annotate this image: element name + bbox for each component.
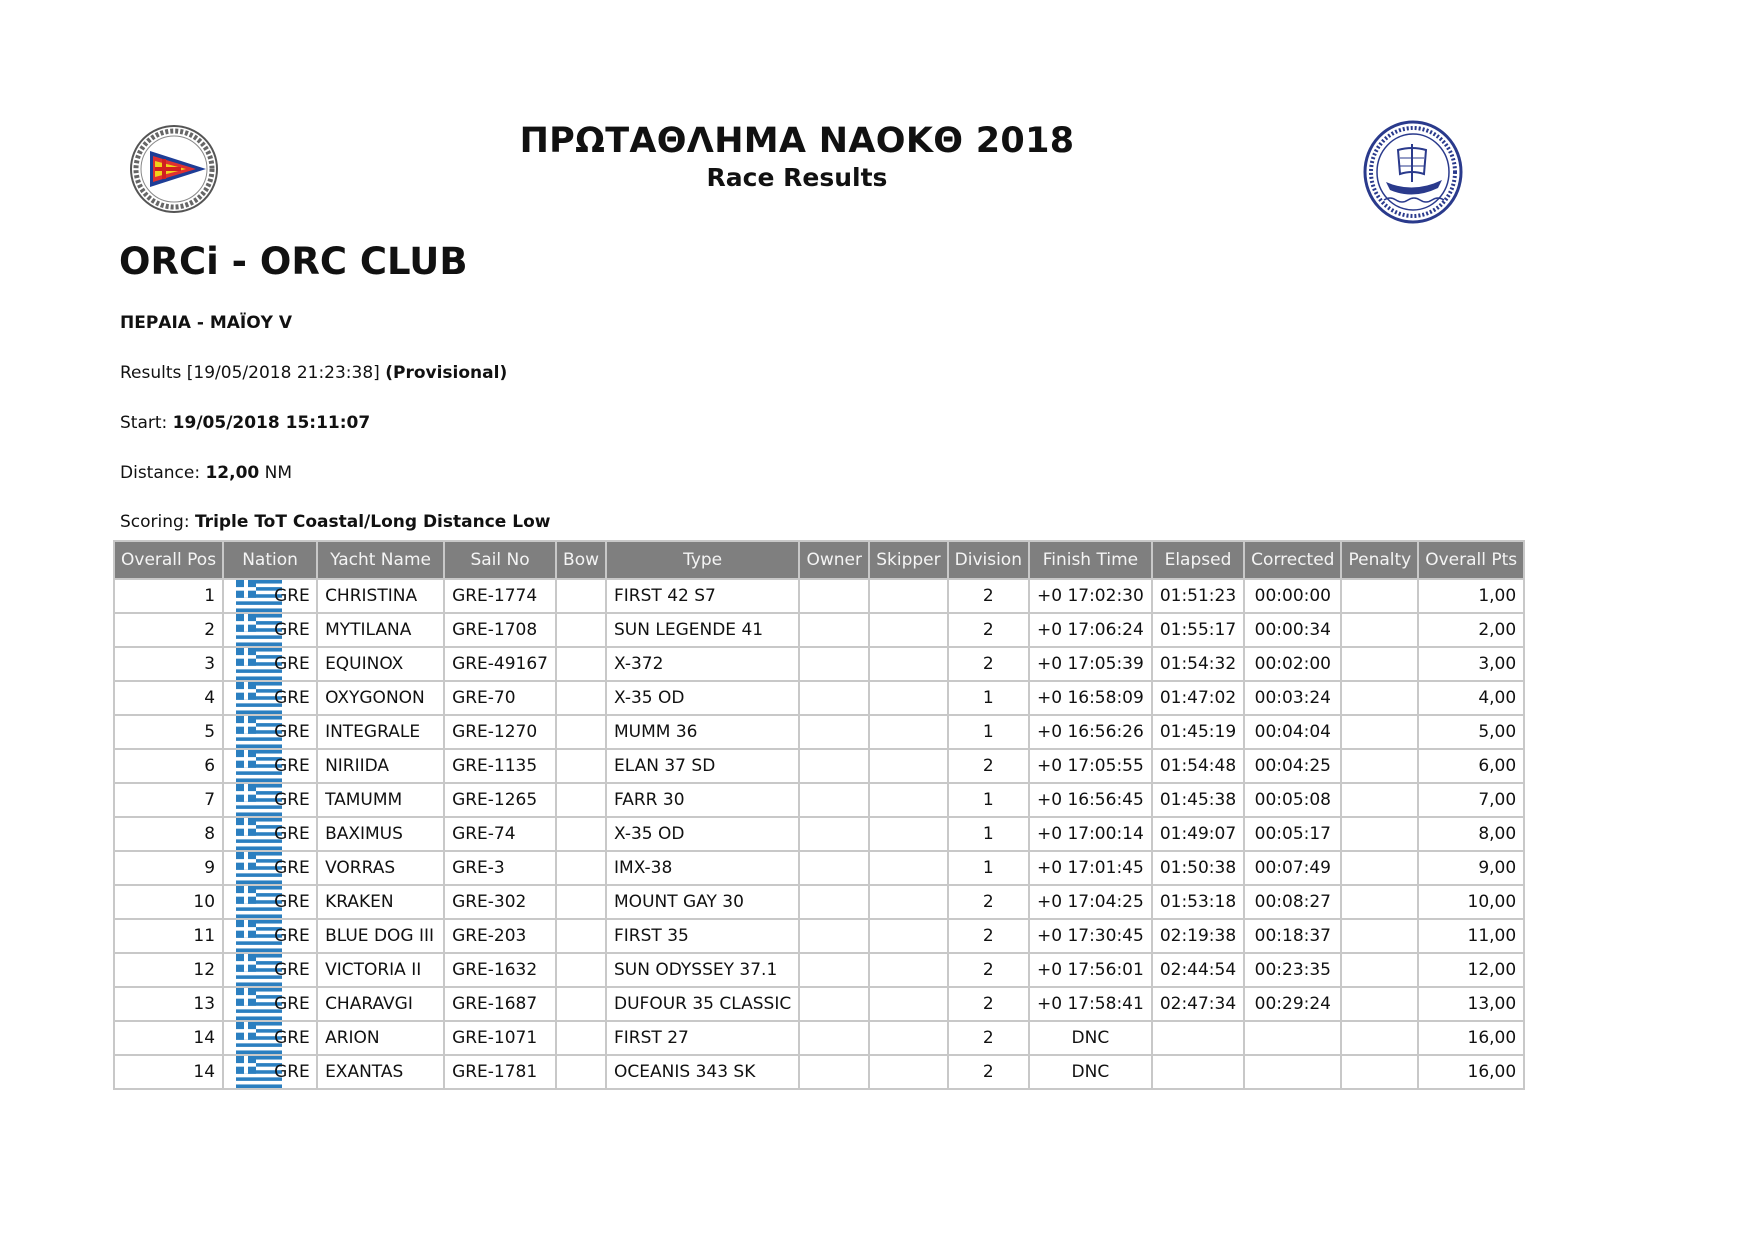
cell-penalty [1341, 783, 1418, 817]
ancient-ship-logo [1362, 120, 1464, 224]
cell-finish-time: +0 17:00:14 [1029, 817, 1152, 851]
cell-division: 2 [948, 749, 1029, 783]
cell-nation [223, 987, 317, 1021]
cell-nation [223, 579, 317, 613]
distance-unit: NM [264, 463, 293, 483]
cell-yacht-name: EXANTAS [317, 1055, 444, 1089]
nation-code: GRE [274, 994, 310, 1014]
cell-finish-time: +0 17:06:24 [1029, 613, 1152, 647]
col-yacht-name: Yacht Name [317, 541, 444, 579]
cell-owner [799, 885, 869, 919]
cell-penalty [1341, 749, 1418, 783]
cell-elapsed: 01:55:17 [1152, 613, 1244, 647]
cell-elapsed: 01:54:48 [1152, 749, 1244, 783]
cell-pos: 14 [114, 1021, 223, 1055]
cell-division: 2 [948, 885, 1029, 919]
cell-yacht-name: OXYGONON [317, 681, 444, 715]
cell-sail-no: GRE-302 [444, 885, 556, 919]
cell-nation [223, 715, 317, 749]
col-elapsed: Elapsed [1152, 541, 1244, 579]
cell-sail-no: GRE-203 [444, 919, 556, 953]
cell-elapsed [1152, 1021, 1244, 1055]
cell-penalty [1341, 919, 1418, 953]
col-sail-no: Sail No [444, 541, 556, 579]
cell-division: 2 [948, 919, 1029, 953]
cell-overall-pts: 2,00 [1418, 613, 1524, 647]
cell-finish-time: +0 17:04:25 [1029, 885, 1152, 919]
cell-pos: 7 [114, 783, 223, 817]
cell-skipper [869, 647, 947, 681]
nation-code: GRE [274, 892, 310, 912]
cell-pos: 2 [114, 613, 223, 647]
col-skipper: Skipper [869, 541, 947, 579]
col-bow: Bow [556, 541, 606, 579]
cell-bow [556, 987, 606, 1021]
cell-pos: 5 [114, 715, 223, 749]
cell-elapsed: 01:45:19 [1152, 715, 1244, 749]
table-row [114, 715, 1524, 749]
cell-skipper [869, 987, 947, 1021]
cell-owner [799, 919, 869, 953]
cell-overall-pts: 4,00 [1418, 681, 1524, 715]
cell-finish-time: +0 16:58:09 [1029, 681, 1152, 715]
cell-skipper [869, 817, 947, 851]
cell-division: 2 [948, 613, 1029, 647]
cell-sail-no: GRE-1632 [444, 953, 556, 987]
cell-pos: 4 [114, 681, 223, 715]
cell-bow [556, 715, 606, 749]
cell-overall-pts: 13,00 [1418, 987, 1524, 1021]
cell-owner [799, 749, 869, 783]
table-row [114, 1055, 1524, 1089]
cell-corrected: 00:02:00 [1244, 647, 1341, 681]
cell-penalty [1341, 851, 1418, 885]
cell-sail-no: GRE-1071 [444, 1021, 556, 1055]
cell-division: 1 [948, 851, 1029, 885]
cell-sail-no: GRE-3 [444, 851, 556, 885]
table-row [114, 919, 1524, 953]
cell-yacht-name: BAXIMUS [317, 817, 444, 851]
cell-penalty [1341, 579, 1418, 613]
cell-elapsed [1152, 1055, 1244, 1089]
table-row [114, 953, 1524, 987]
cell-yacht-name: ARION [317, 1021, 444, 1055]
cell-yacht-name: INTEGRALE [317, 715, 444, 749]
class-title: ORCi - ORC CLUB [119, 240, 468, 283]
col-owner: Owner [799, 541, 869, 579]
cell-yacht-name: VICTORIA II [317, 953, 444, 987]
cell-penalty [1341, 987, 1418, 1021]
cell-skipper [869, 1021, 947, 1055]
results-status: (Provisional) [385, 363, 508, 383]
page-subtitle: Race Results [706, 163, 888, 192]
cell-overall-pts: 8,00 [1418, 817, 1524, 851]
cell-elapsed: 01:54:32 [1152, 647, 1244, 681]
cell-owner [799, 579, 869, 613]
cell-finish-time: +0 17:02:30 [1029, 579, 1152, 613]
cell-division: 2 [948, 647, 1029, 681]
table-header-row [114, 541, 1524, 579]
cell-bow [556, 851, 606, 885]
cell-pos: 9 [114, 851, 223, 885]
cell-penalty [1341, 817, 1418, 851]
cell-nation [223, 851, 317, 885]
cell-overall-pts: 16,00 [1418, 1021, 1524, 1055]
nation-code: GRE [274, 790, 310, 810]
cell-penalty [1341, 953, 1418, 987]
cell-pos: 3 [114, 647, 223, 681]
cell-owner [799, 647, 869, 681]
cell-nation [223, 647, 317, 681]
cell-type: FIRST 27 [606, 1021, 799, 1055]
col-type: Type [606, 541, 799, 579]
start-label: Start: [120, 413, 168, 433]
col-overall-pos: Overall Pos [114, 541, 223, 579]
col-nation: Nation [223, 541, 317, 579]
cell-yacht-name: MYTILANA [317, 613, 444, 647]
cell-division: 2 [948, 987, 1029, 1021]
results-timestamp: [19/05/2018 21:23:38] [186, 363, 380, 383]
cell-bow [556, 953, 606, 987]
cell-sail-no: GRE-70 [444, 681, 556, 715]
cell-penalty [1341, 1055, 1418, 1089]
nation-code: GRE [274, 926, 310, 946]
cell-owner [799, 1021, 869, 1055]
table-row [114, 885, 1524, 919]
table-row [114, 647, 1524, 681]
cell-bow [556, 681, 606, 715]
cell-type: DUFOUR 35 CLASSIC [606, 987, 799, 1021]
col-corrected: Corrected [1244, 541, 1341, 579]
cell-corrected: 00:00:00 [1244, 579, 1341, 613]
cell-elapsed: 02:19:38 [1152, 919, 1244, 953]
cell-finish-time: +0 17:58:41 [1029, 987, 1152, 1021]
cell-corrected [1244, 1055, 1341, 1089]
cell-elapsed: 01:47:02 [1152, 681, 1244, 715]
cell-nation [223, 953, 317, 987]
scoring-line [120, 512, 550, 532]
col-finish-time: Finish Time [1029, 541, 1152, 579]
cell-skipper [869, 681, 947, 715]
distance-label: Distance: [120, 463, 201, 483]
cell-yacht-name: CHRISTINA [317, 579, 444, 613]
cell-bow [556, 783, 606, 817]
cell-penalty [1341, 681, 1418, 715]
cell-skipper [869, 885, 947, 919]
cell-corrected: 00:18:37 [1244, 919, 1341, 953]
cell-penalty [1341, 1021, 1418, 1055]
results-label: Results [120, 363, 182, 383]
table-row [114, 579, 1524, 613]
cell-finish-time: +0 16:56:26 [1029, 715, 1152, 749]
cell-elapsed: 01:49:07 [1152, 817, 1244, 851]
cell-penalty [1341, 885, 1418, 919]
cell-yacht-name: VORRAS [317, 851, 444, 885]
table-row [114, 817, 1524, 851]
cell-owner [799, 681, 869, 715]
cell-penalty [1341, 613, 1418, 647]
cell-sail-no: GRE-1135 [444, 749, 556, 783]
cell-corrected: 00:03:24 [1244, 681, 1341, 715]
cell-type: SUN LEGENDE 41 [606, 613, 799, 647]
results-table [113, 540, 1525, 1090]
cell-elapsed: 01:50:38 [1152, 851, 1244, 885]
cell-pos: 14 [114, 1055, 223, 1089]
cell-overall-pts: 16,00 [1418, 1055, 1524, 1089]
cell-pos: 11 [114, 919, 223, 953]
cell-type: X-372 [606, 647, 799, 681]
cell-corrected: 00:23:35 [1244, 953, 1341, 987]
cell-overall-pts: 1,00 [1418, 579, 1524, 613]
cell-elapsed: 01:51:23 [1152, 579, 1244, 613]
cell-nation [223, 885, 317, 919]
cell-skipper [869, 749, 947, 783]
cell-sail-no: GRE-1265 [444, 783, 556, 817]
nation-code: GRE [274, 688, 310, 708]
start-value: 19/05/2018 15:11:07 [172, 413, 371, 433]
cell-owner [799, 613, 869, 647]
cell-division: 1 [948, 681, 1029, 715]
cell-overall-pts: 6,00 [1418, 749, 1524, 783]
cell-penalty [1341, 715, 1418, 749]
nation-code: GRE [274, 620, 310, 640]
cell-sail-no: GRE-1270 [444, 715, 556, 749]
cell-type: X-35 OD [606, 681, 799, 715]
cell-type: FIRST 35 [606, 919, 799, 953]
cell-skipper [869, 783, 947, 817]
cell-penalty [1341, 647, 1418, 681]
cell-bow [556, 647, 606, 681]
col-overall-pts: Overall Pts [1418, 541, 1524, 579]
cell-sail-no: GRE-1687 [444, 987, 556, 1021]
cell-owner [799, 987, 869, 1021]
nation-code: GRE [274, 756, 310, 776]
cell-overall-pts: 7,00 [1418, 783, 1524, 817]
distance-line [120, 463, 292, 483]
cell-yacht-name: CHARAVGI [317, 987, 444, 1021]
cell-type: FARR 30 [606, 783, 799, 817]
cell-nation [223, 613, 317, 647]
cell-division: 2 [948, 1021, 1029, 1055]
nation-code: GRE [274, 1062, 310, 1082]
cell-pos: 10 [114, 885, 223, 919]
cell-type: X-35 OD [606, 817, 799, 851]
cell-corrected: 00:04:25 [1244, 749, 1341, 783]
cell-yacht-name: TAMUMM [317, 783, 444, 817]
cell-sail-no: GRE-1781 [444, 1055, 556, 1089]
cell-pos: 1 [114, 579, 223, 613]
cell-overall-pts: 5,00 [1418, 715, 1524, 749]
cell-bow [556, 613, 606, 647]
cell-overall-pts: 3,00 [1418, 647, 1524, 681]
cell-division: 2 [948, 1055, 1029, 1089]
nation-code: GRE [274, 722, 310, 742]
cell-bow [556, 579, 606, 613]
cell-corrected: 00:00:34 [1244, 613, 1341, 647]
cell-overall-pts: 10,00 [1418, 885, 1524, 919]
cell-elapsed: 01:45:38 [1152, 783, 1244, 817]
cell-nation [223, 1055, 317, 1089]
cell-bow [556, 885, 606, 919]
cell-yacht-name: BLUE DOG III [317, 919, 444, 953]
distance-value: 12,00 [205, 463, 260, 483]
table-row [114, 783, 1524, 817]
cell-corrected [1244, 1021, 1341, 1055]
cell-bow [556, 919, 606, 953]
cell-finish-time: +0 17:56:01 [1029, 953, 1152, 987]
table-row [114, 987, 1524, 1021]
cell-corrected: 00:04:04 [1244, 715, 1341, 749]
table-row [114, 681, 1524, 715]
cell-sail-no: GRE-49167 [444, 647, 556, 681]
cell-type: FIRST 42 S7 [606, 579, 799, 613]
cell-type: SUN ODYSSEY 37.1 [606, 953, 799, 987]
race-name: ΠΕΡΑΙΑ - ΜΑΪΟΥ V [120, 313, 293, 333]
cell-pos: 12 [114, 953, 223, 987]
cell-owner [799, 817, 869, 851]
table-row [114, 851, 1524, 885]
cell-corrected: 00:08:27 [1244, 885, 1341, 919]
cell-yacht-name: EQUINOX [317, 647, 444, 681]
cell-skipper [869, 579, 947, 613]
cell-owner [799, 1055, 869, 1089]
cell-bow [556, 1021, 606, 1055]
cell-finish-time: +0 17:05:39 [1029, 647, 1152, 681]
col-division: Division [948, 541, 1029, 579]
cell-skipper [869, 715, 947, 749]
cell-finish-time: +0 16:56:45 [1029, 783, 1152, 817]
scoring-value: Triple ToT Coastal/Long Distance Low [194, 512, 551, 532]
document-header [0, 120, 1594, 194]
cell-corrected: 00:05:17 [1244, 817, 1341, 851]
nation-code: GRE [274, 654, 310, 674]
page-title: ΠΡΩΤΑΘΛΗΜΑ ΝΑΟΚΘ 2018 [519, 121, 1075, 161]
cell-owner [799, 851, 869, 885]
cell-owner [799, 783, 869, 817]
results-line [120, 363, 507, 383]
cell-nation [223, 783, 317, 817]
cell-type: OCEANIS 343 SK [606, 1055, 799, 1089]
cell-skipper [869, 613, 947, 647]
start-line [120, 413, 370, 433]
cell-type: ELAN 37 SD [606, 749, 799, 783]
cell-nation [223, 1021, 317, 1055]
cell-corrected: 00:07:49 [1244, 851, 1341, 885]
cell-division: 2 [948, 579, 1029, 613]
cell-sail-no: GRE-1774 [444, 579, 556, 613]
cell-finish-time: DNC [1029, 1021, 1152, 1055]
cell-pos: 6 [114, 749, 223, 783]
cell-pos: 13 [114, 987, 223, 1021]
cell-yacht-name: KRAKEN [317, 885, 444, 919]
nation-code: GRE [274, 1028, 310, 1048]
cell-skipper [869, 851, 947, 885]
cell-sail-no: GRE-1708 [444, 613, 556, 647]
cell-type: IMX-38 [606, 851, 799, 885]
cell-division: 1 [948, 783, 1029, 817]
nation-code: GRE [274, 960, 310, 980]
nation-code: GRE [274, 824, 310, 844]
cell-nation [223, 681, 317, 715]
cell-bow [556, 1055, 606, 1089]
cell-division: 2 [948, 953, 1029, 987]
cell-finish-time: +0 17:01:45 [1029, 851, 1152, 885]
cell-owner [799, 953, 869, 987]
cell-finish-time: DNC [1029, 1055, 1152, 1089]
cell-owner [799, 715, 869, 749]
col-penalty: Penalty [1341, 541, 1418, 579]
cell-division: 1 [948, 817, 1029, 851]
cell-nation [223, 749, 317, 783]
cell-elapsed: 01:53:18 [1152, 885, 1244, 919]
cell-bow [556, 749, 606, 783]
cell-overall-pts: 12,00 [1418, 953, 1524, 987]
cell-bow [556, 817, 606, 851]
cell-pos: 8 [114, 817, 223, 851]
nation-code: GRE [274, 858, 310, 878]
cell-type: MOUNT GAY 30 [606, 885, 799, 919]
cell-nation [223, 919, 317, 953]
cell-skipper [869, 1055, 947, 1089]
cell-finish-time: +0 17:05:55 [1029, 749, 1152, 783]
cell-skipper [869, 919, 947, 953]
cell-overall-pts: 9,00 [1418, 851, 1524, 885]
table-row [114, 1021, 1524, 1055]
cell-type: MUMM 36 [606, 715, 799, 749]
cell-nation [223, 817, 317, 851]
cell-corrected: 00:05:08 [1244, 783, 1341, 817]
cell-division: 1 [948, 715, 1029, 749]
table-row [114, 749, 1524, 783]
cell-overall-pts: 11,00 [1418, 919, 1524, 953]
cell-elapsed: 02:44:54 [1152, 953, 1244, 987]
cell-skipper [869, 953, 947, 987]
scoring-label: Scoring: [120, 512, 190, 532]
cell-corrected: 00:29:24 [1244, 987, 1341, 1021]
nation-code: GRE [274, 586, 310, 606]
table-row [114, 613, 1524, 647]
cell-elapsed: 02:47:34 [1152, 987, 1244, 1021]
cell-yacht-name: NIRIIDA [317, 749, 444, 783]
cell-finish-time: +0 17:30:45 [1029, 919, 1152, 953]
cell-sail-no: GRE-74 [444, 817, 556, 851]
